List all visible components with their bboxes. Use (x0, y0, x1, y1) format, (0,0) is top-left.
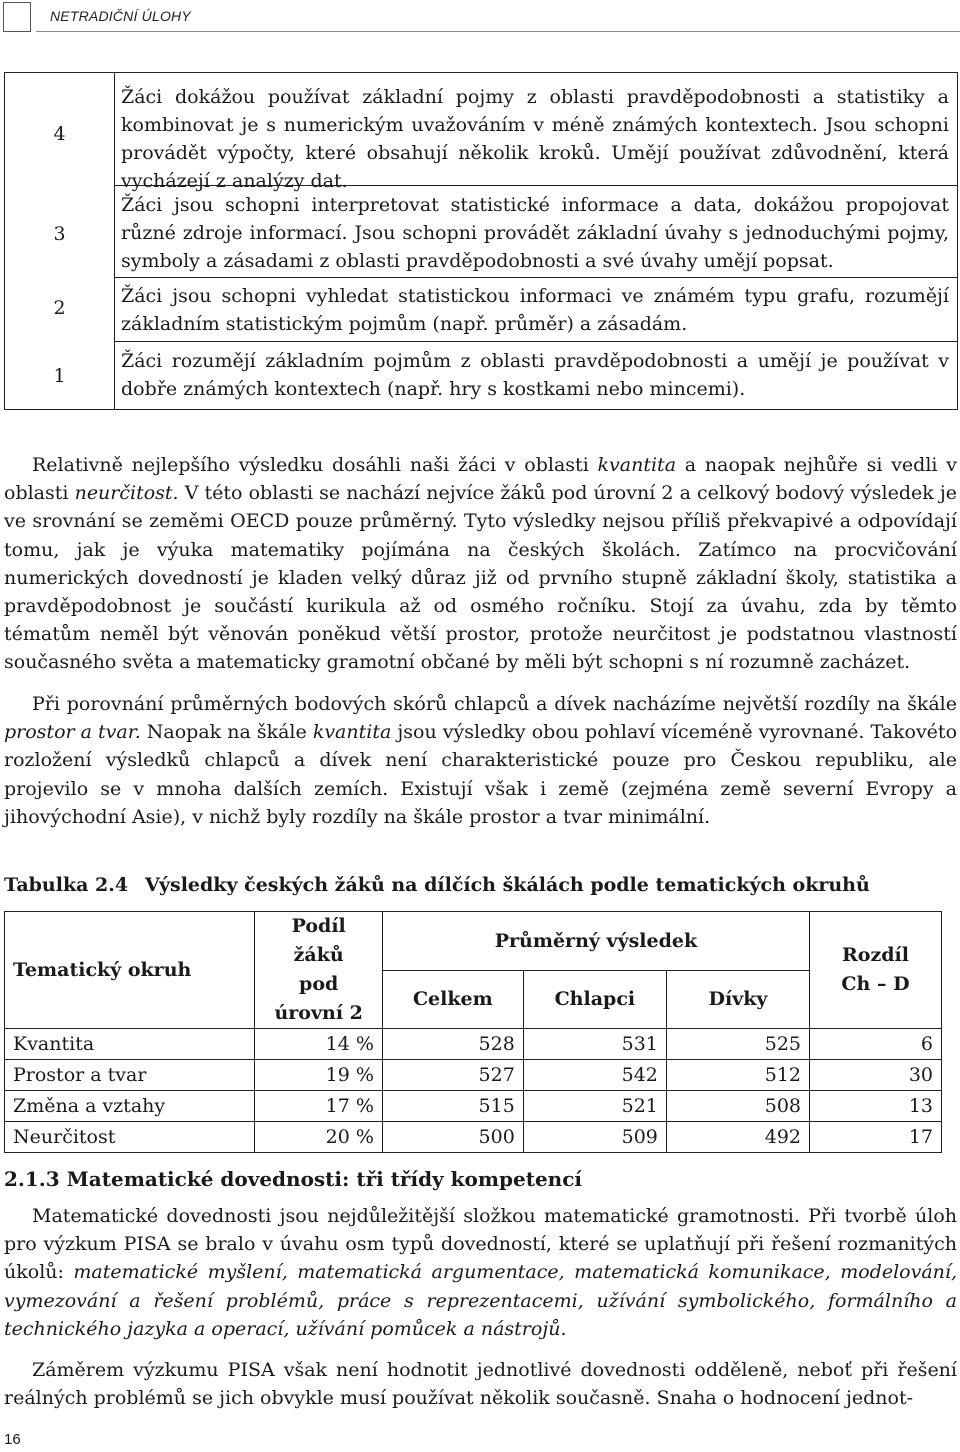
header-topic: Tematický okruh (5, 912, 255, 1029)
level-row-3 (5, 185, 957, 277)
level-row-2 (5, 277, 957, 341)
header-average: Průměrný výsledek (382, 912, 809, 971)
header-boys: Chlapci (523, 970, 666, 1029)
level-number: 1 (53, 365, 66, 387)
cell-boys: 521 (523, 1091, 666, 1122)
cell-girls: 492 (666, 1122, 809, 1153)
cell-total: 528 (382, 1029, 523, 1060)
cell-share: 17 % (255, 1091, 382, 1122)
cell-total: 500 (382, 1122, 523, 1153)
cell-share: 20 % (255, 1122, 382, 1153)
paragraph-results-neurcitost: Relativně nejlepšího výsledku dosáhli naši žáci v oblasti kvantita a naopak nejhůře si vedli v oblasti neurčitost. V této oblasti se nachází nejvíce žáků pod úrovní 2 a celkový bodový výsledek je ve srovnání se zeměmi OECD pouze průměrný. Tyto výsledky nejsou příliš překvapivé a odpovídají tomu, jak je výuka matematiky pojímána na českých školách. Zatímco na procvičování numerických dovedností je kladen velký důraz již od prvního stupně základní školy, statistika a pravděpodobnost je součástí kurikula až od osmého ročníku. Stojí za úvahu, zda by těmto tématům neměl být věnován poněkud větší prostor, protože neurčitost je podstatnou vlastností současného světa a matematicky gramotní občané by měli být schopni s ní rozumně zacházet. (4, 454, 957, 674)
table-caption (4, 874, 870, 896)
level-number: 4 (53, 123, 66, 145)
header-title: NETRADIČNÍ ÚLOHY (50, 8, 191, 24)
header-share: Podíl žáků pod úrovní 2 (255, 912, 382, 1029)
cell-topic: Změna a vztahy (5, 1091, 255, 1122)
section-title: 2.1.3 Matematické dovednosti: tři třídy kompetencí (4, 1167, 582, 1191)
level-row-1 (5, 341, 957, 409)
page-number: 16 (4, 1431, 21, 1448)
level-number: 2 (53, 297, 66, 319)
table-row (5, 1029, 942, 1060)
table-row (5, 1122, 942, 1153)
table-caption-label: Tabulka 2.4 (4, 874, 129, 896)
level-text: Žáci rozumějí základním pojmům z oblasti pravděpodobnosti a umějí je používat v dobře známých kontextech (např. hry s kostkami nebo mincemi). (121, 350, 949, 400)
level-text: Žáci jsou schopni vyhledat statistickou informaci ve známém typu grafu, rozumějí základním statistickým pojmům (např. průměr) a zásadám. (121, 285, 949, 335)
cell-boys: 509 (523, 1122, 666, 1153)
cell-boys: 542 (523, 1060, 666, 1091)
table-header-row (5, 912, 942, 971)
paragraph-skills: Matematické dovednosti jsou nejdůležitější složkou matematické gramotnosti. Při tvorbě úloh pro výzkum PISA se bralo v úvahu osm typů dovedností, které se uplatňují při řešení rozmanitých úkolů: matematické myšlení, matematická argumentace, matematická komunikace, modelování, vymezování a řešení problémů, práce s reprezentacemi, užívání symbolického, formálního a technického jazyka a operací, užívání pomůcek a nástrojů. (4, 1205, 957, 1340)
cell-share: 19 % (255, 1060, 382, 1091)
level-row-4 (5, 73, 957, 192)
table-caption-title: Výsledky českých žáků na dílčích škálách podle tematických okruhů (145, 874, 870, 896)
paragraph-gender-differences: Při porovnání průměrných bodových skórů chlapců a dívek nacházíme největší rozdíly na škále prostor a tvar. Naopak na škále kvantita jsou výsledky obou pohlaví víceméně vyrovnané. Takovéto rozložení výsledků chlapců a dívek není charakteristické pouze pro Českou republiku, ale projevilo se v mnoha dalších zemích. Existují však i země (zejména země severní Evropy a jihovýchodní Asie), v nichž byly rozdíly na škále prostor a tvar minimální. (4, 693, 958, 828)
cell-diff: 17 (810, 1122, 942, 1153)
cell-diff: 30 (810, 1060, 942, 1091)
level-text: Žáci dokážou používat základní pojmy z oblasti pravděpodobnosti a statistiky a kombinovat je s numerickým uvažováním v méně známých kontextech. Jsou schopni provádět výpočty, které obsahují několik kroků. Umějí používat zdůvodnění, která vycházejí z analýzy dat. (121, 86, 949, 192)
level-number: 3 (53, 223, 66, 245)
level-description-table (4, 72, 958, 410)
results-table (4, 911, 942, 1153)
cell-topic: Kvantita (5, 1029, 255, 1060)
cell-girls: 512 (666, 1060, 809, 1091)
paragraph-pisa-aim: Záměrem výzkumu PISA však není hodnotit jednotlivé dovednosti odděleně, neboť při řešení reálných problémů se jich obvykle musí používat několik současně. Snaha o hodnocení jednot- (4, 1359, 957, 1410)
header-girls: Dívky (666, 970, 809, 1029)
cell-total: 515 (382, 1091, 523, 1122)
cell-total: 527 (382, 1060, 523, 1091)
cell-diff: 13 (810, 1091, 942, 1122)
table-row (5, 1060, 942, 1091)
level-text: Žáci jsou schopni interpretovat statistické informace a data, dokážou propojovat různé zdroje informací. Jsou schopni provádět základní úvahy s jednoduchými pojmy, symboly a zásadami z oblasti pravděpodobnosti a své úvahy umějí popsat. (121, 194, 949, 272)
cell-diff: 6 (810, 1029, 942, 1060)
cell-girls: 525 (666, 1029, 809, 1060)
cell-topic: Neurčitost (5, 1122, 255, 1153)
header-box (3, 2, 31, 32)
header-rule (36, 31, 960, 32)
table-row (5, 1091, 942, 1122)
cell-boys: 531 (523, 1029, 666, 1060)
cell-girls: 508 (666, 1091, 809, 1122)
header-difference: Rozdíl Ch – D (810, 912, 942, 1029)
cell-topic: Prostor a tvar (5, 1060, 255, 1091)
cell-share: 14 % (255, 1029, 382, 1060)
header-total: Celkem (382, 970, 523, 1029)
